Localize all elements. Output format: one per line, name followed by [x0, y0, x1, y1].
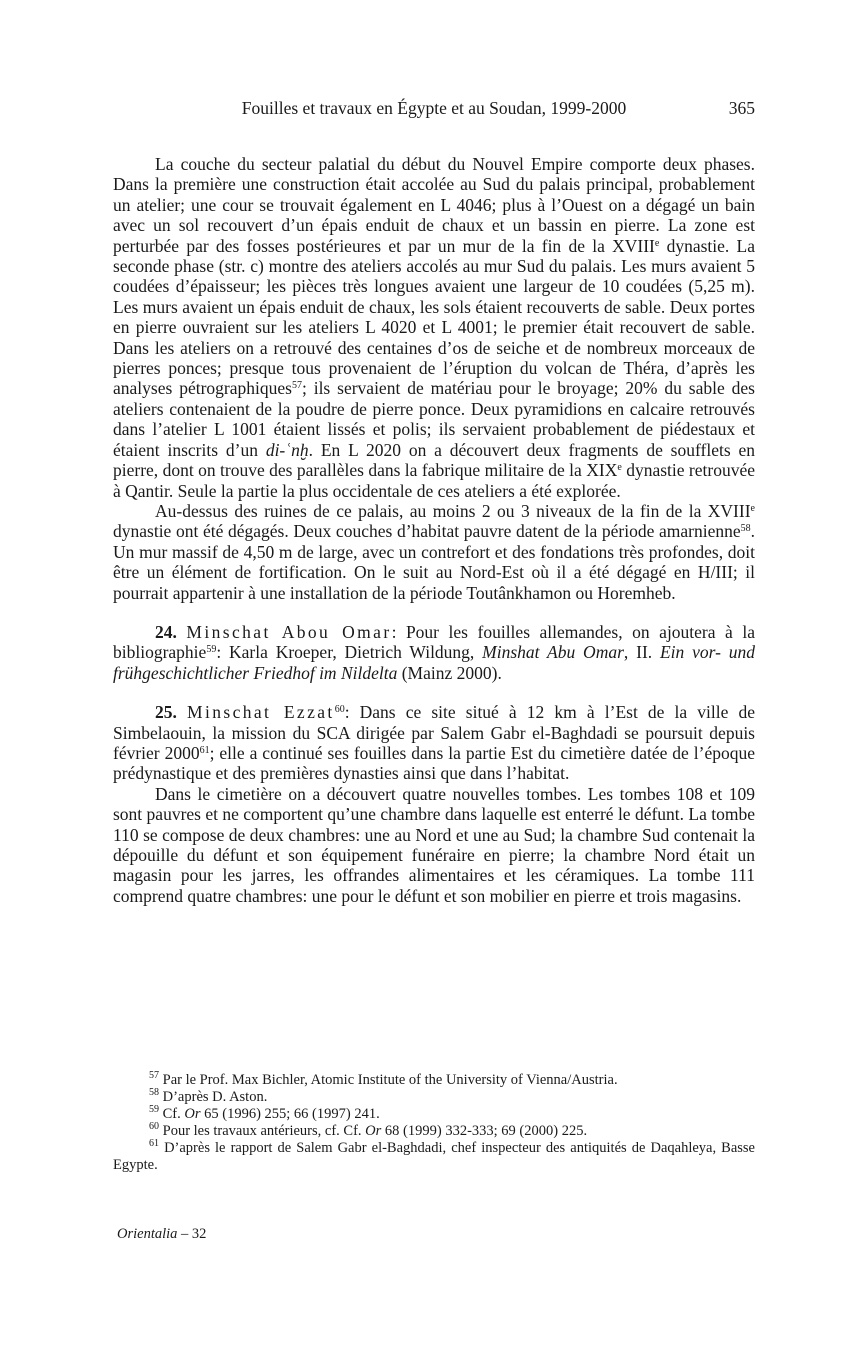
- running-title: Fouilles et travaux en Égypte et au Soudan, 1999-2000: [241, 98, 627, 118]
- footnote-ref-58: 58: [740, 523, 751, 535]
- paragraph-upper-levels: Au-dessus des ruines de ce palais, au moins 2 ou 3 niveaux de la fin de la XVIIIe dynastie ont été dégagés. Deux couches d’habitat pauvre datent de la période amarnienne$^{58}$. Un mur massif de 4,50 m de large, avec un contrefort et des fondations très profondes, doit être un élément de fortification. On le suit au Nord-Est où il a été dégagé en H/III; il pourrait appartenir à une installation de la période Toutânkhamon ou Horemheb.: [113, 500, 755, 603]
- footnote-ref-61: 61: [199, 744, 210, 756]
- footnote-60: $^{60}$ Pour les travaux antérieurs, cf. Cf. Or 68 (1999) 332-333; 69 (2000) 225.: [149, 1121, 588, 1139]
- footnote-57: $^{57}$ Par le Prof. Max Bichler, Atomic Institute of the University of Vienna/Austria.: [149, 1070, 618, 1088]
- footnote-ref-57: 57: [291, 380, 302, 392]
- footnote-61: $^{61}$ D’après le rapport de Salem Gabr el-Baghdadi, chef inspecteur des antiquités de Daqahleya, Basse Egypte.: [113, 1138, 755, 1173]
- footnote-ref-60: 60: [334, 704, 345, 716]
- section-25: 25. Minschat Ezzat$^{60}$: Dans ce site situé à 12 km à l’Est de la ville de Simbelaouin, la mission du SCA dirigée par Salem Gabr el-Baghdadi se poursuit depuis février 2000$^{61}$; elle a continué ses fouilles dans la partie Est du cimetière datée de l’époque prédynastique et des premières dynasties ainsi que dans l’habitat.: [113, 702, 756, 784]
- page-footer: [117, 1226, 206, 1243]
- footnote-ref-59: 59: [206, 644, 217, 656]
- footnote-58: $^{58}$ D’après D. Aston.: [149, 1087, 268, 1105]
- site-name: Minschat Ezzat: [186, 702, 335, 723]
- paragraph-palace-layer: La couche du secteur palatial du début du Nouvel Empire comporte deux phases. Dans la première une construction était accolée au Sud du palais principal, probablement un atelier; une cour se trouvait également en L 4046; plus à l’Ouest on a dégagé un bain avec un sol recouvert d’un épais enduit de chaux et un bassin en pierre. La zone est perturbée par des fosses postérieures et par un mur de la fin de la XVIIIe dynastie. La seconde phase (str. c) montre des ateliers accolés au mur Sud du palais. Les murs avaient 5 coudées d’épaisseur; les pièces très longues avaient une largeur de 10 coudées (5,25 m). Les murs avaient un épais enduit de chaux, les sols étaient recouverts de sable. Deux portes en pierre ouvraient sur les ateliers L 4020 et L 4001; le premier était recouvert de sable. Dans les ateliers on a retrouvé des centaines d’os de seiche et de nombreux morceaux de pierres ponces; presque tous provenaient de l’éruption du volcan de Théra, d’après les analyses pétrographiques$^{57}$; ils servaient de matériau pour le broyage; 20% du sable des ateliers contenaient de la poudre de pierre ponce. Deux pyramidions en calcaire retrouvés dans l’atelier L 1001 étaient lissés et polis; ils servaient probablement de piédestaux et étaient inscrits d’un di-ʿnḫ. En L 2020 on a découvert deux fragments de soufflets en pierre, dont on trouve des parallèles dans la fabrique militaire de la XIXe dynastie retrouvée à Qantir. Seule la partie la plus occidentale de ces ateliers a été explorée.: [113, 154, 755, 501]
- paragraph-cemetery: Dans le cimetière on a découvert quatre nouvelles tombes. Les tombes 108 et 109 sont pauvres et ne comportent qu’une chambre dans laquelle est enterré le défunt. La tombe 110 se compose de deux chambres: une au Nord et une au Sud; la chambre Sud contenait la dépouille du défunt et son équipement funéraire en pierre; la chambre Nord était un magasin pour les jarres, les offrandes alimentaires et les céramiques. La tombe 111 comprend quatre chambres: une pour le défunt et son mobilier en pierre et trois magasins.: [113, 783, 755, 906]
- body-text: [113, 154, 755, 906]
- section-number: 24.: [155, 621, 177, 642]
- site-name: Minschat Abou Omar: [186, 621, 392, 642]
- page-number: 365: [728, 98, 755, 118]
- sheet-number: – 32: [177, 1226, 207, 1242]
- section-number: 25.: [155, 702, 177, 723]
- running-head: [113, 98, 755, 122]
- journal-name: Orientalia: [117, 1226, 178, 1242]
- footnote-59: $^{59}$ Cf. Or 65 (1996) 255; 66 (1997) 241.: [149, 1104, 380, 1122]
- section-24: 24. Minschat Abou Omar: Pour les fouilles allemandes, on ajoutera à la bibliographie$^{59}$: Karla Kroeper, Dietrich Wildung, Minshat Abu Omar, II. Ein vor- und frühgeschichtlicher Friedhof im Nildelta (Mainz 2000).: [113, 621, 756, 683]
- footnotes: [113, 1072, 755, 1174]
